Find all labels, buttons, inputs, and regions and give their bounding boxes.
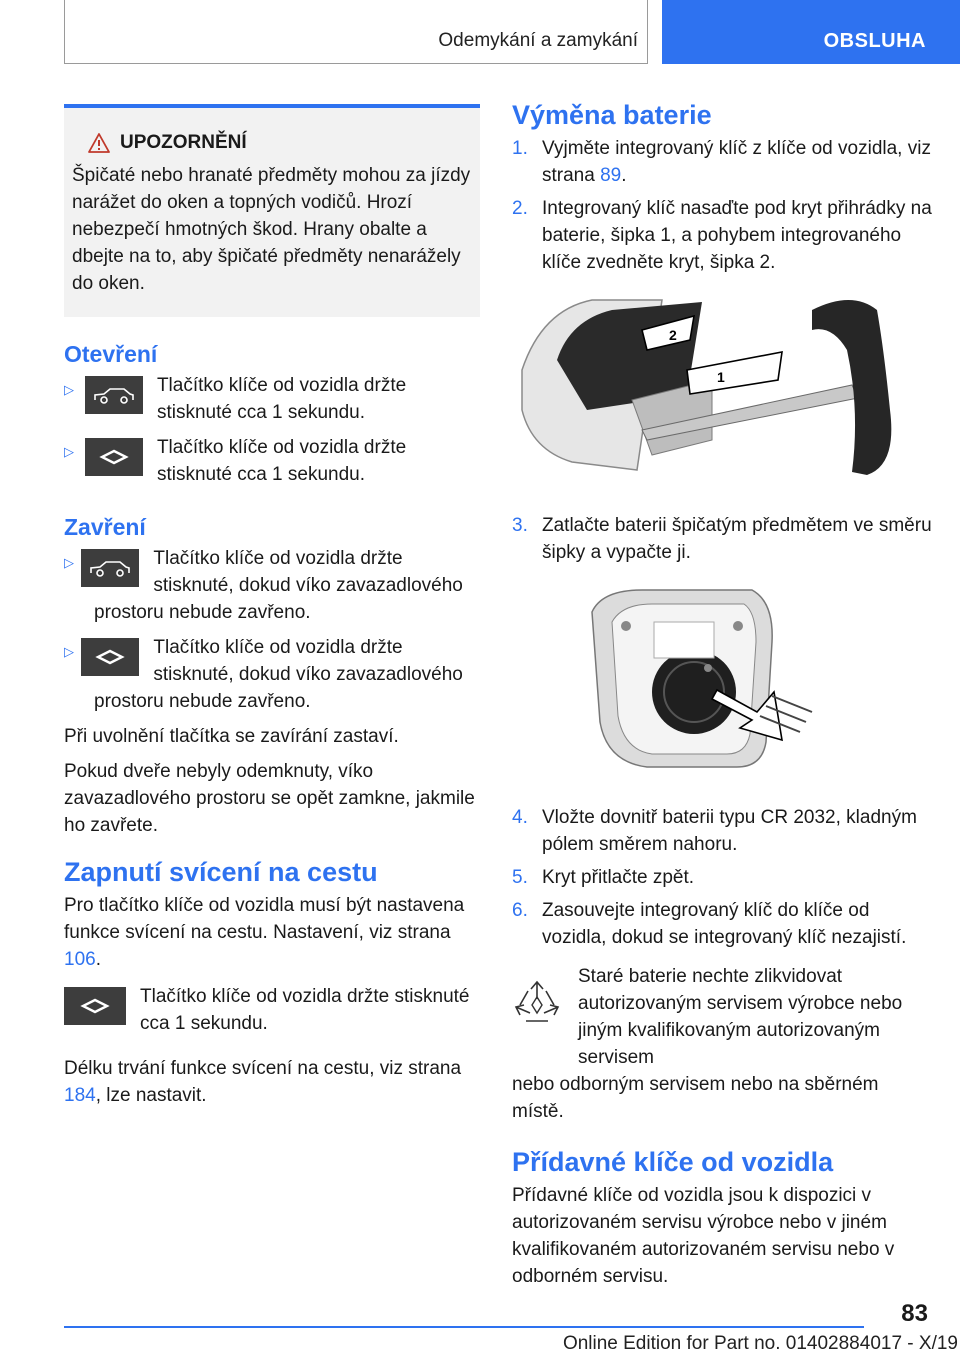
step-6-text: Zasouvejte integrovaný klíč do klíče od vozidla, dokud se integrovaný klíč nezajistí. [542, 900, 907, 948]
step-2-text: Integrovaný klíč nasaďte pod kryt přihrádky na baterie, šipka 1, a pohybem integrovaného klíče zvedněte kryt, šipka 2. [542, 198, 932, 273]
duration-paragraph [64, 1055, 480, 1109]
step-text [542, 135, 932, 189]
step-1-page-link[interactable]: 89 [600, 165, 622, 186]
figure-arrow-2-label: 2 [669, 327, 677, 343]
warning-heading [72, 132, 472, 154]
right-column [512, 100, 932, 1290]
recycle-text-cont: nebo odborným servisem nebo na sběrném místě. [512, 1074, 879, 1122]
step-number: 1. [512, 138, 528, 159]
close-item-2-cont: prostoru nebude zavřeno. [94, 691, 311, 712]
duration-page-link[interactable]: 184 [64, 1085, 96, 1106]
step-number: 5. [512, 867, 528, 888]
diamond-button-icon [85, 438, 143, 476]
battery-step-6 [512, 897, 932, 951]
step-number: 3. [512, 515, 528, 536]
left-column [64, 104, 480, 1109]
duration-text: Délku trvání funkce svícení na cestu, viz strana [64, 1058, 462, 1079]
battery-step-5 [512, 864, 932, 891]
car-trunk-button-icon [81, 549, 139, 587]
light-page-link[interactable]: 106 [64, 949, 96, 970]
footer-edition: Online Edition for Part no. 01402884017 - X/19 [562, 1333, 958, 1354]
step-4-text: Vložte dovnitř baterii typu CR 2032, kladným pólem směrem nahoru. [542, 807, 917, 855]
open-item-1 [64, 376, 480, 426]
close-item-1-cont: prostoru nebude zavřeno. [94, 602, 311, 623]
recycle-note [512, 963, 932, 1071]
light-paragraph [64, 892, 480, 973]
step-1-text-end: . [621, 165, 627, 186]
recycle-text: Staré baterie nechte zlikvidovat autorizovaným servisem výrobce nebo jiným kvalifikovaným autorizovaným servisem [578, 966, 903, 1068]
close-heading: Zavření [64, 514, 146, 540]
open-item-2 [64, 438, 480, 488]
header-tab-label: OBSLUHA [823, 30, 926, 52]
battery-heading: Výměna baterie [512, 100, 712, 130]
close-item-1-text: Tlačítko klíče od vozidla držte stisknuté, dokud víko zavazadlového [153, 548, 463, 596]
light-item [64, 987, 480, 1037]
triangle-bullet-icon: ▷ [64, 382, 74, 397]
figure-arrow-1-label: 1 [717, 369, 725, 385]
extra-keys-text: Přídavné klíče od vozidla jsou k dispozici v autorizovaném servisu výrobce nebo v jiném kvalifikovaném autorizovaném servisu nebo v odborném servisu. [512, 1185, 895, 1287]
diamond-button-icon [81, 638, 139, 676]
close-item-2 [64, 638, 480, 688]
light-heading: Zapnutí svícení na cestu [64, 857, 378, 887]
recycle-icon [512, 979, 562, 1029]
battery-step-1 [512, 135, 932, 189]
duration-text-end: , lze nastavit. [95, 1085, 207, 1106]
triangle-bullet-icon: ▷ [64, 555, 74, 570]
car-trunk-button-icon [85, 376, 143, 414]
close-paragraph-1: Při uvolnění tlačítka se zavírání zastaví. [64, 726, 399, 747]
close-paragraph-2: Pokud dveře nebyly odemknuty, víko zavazadlového prostoru se opět zamkne, jakmile ho zavřete. [64, 761, 475, 836]
light-text: Pro tlačítko klíče od vozidla musí být nastavena funkce svícení na cestu. Nastavení, viz strana [64, 895, 465, 943]
open-heading: Otevření [64, 341, 158, 367]
page-number: 83 [901, 1300, 928, 1327]
header-title: Odemykání a zamykání [438, 30, 638, 51]
open-item-2-text: Tlačítko klíče od vozidla držte stisknuté cca 1 sekundu. [156, 437, 407, 485]
close-item-2-text: Tlačítko klíče od vozidla držte stisknuté, dokud víko zavazadlového [153, 637, 463, 685]
warning-text: Špičaté nebo hranaté předměty mohou za jízdy narážet do oken a topných vodičů. Hrozí nebezpečí hmotných škod. Hrany obalte a dbejte na to, aby špičaté předměty nenarážely do oken. [72, 165, 471, 294]
step-number: 6. [512, 900, 528, 921]
battery-step-4 [512, 804, 932, 858]
triangle-bullet-icon: ▷ [64, 644, 74, 659]
light-button-text: Tlačítko klíče od vozidla držte stisknuté cca 1 sekundu. [140, 986, 470, 1034]
key-battery-cover-figure [512, 290, 932, 500]
footer-rule [64, 1326, 864, 1328]
step-3-text: Zatlačte baterii špičatým předmětem ve směru šipky a vypačte ji. [542, 515, 932, 563]
warning-title: UPOZORNĚNÍ [120, 132, 247, 153]
step-number: 4. [512, 807, 528, 828]
light-text-end: . [95, 949, 101, 970]
open-item-1-text: Tlačítko klíče od vozidla držte stisknuté cca 1 sekundu. [156, 375, 407, 423]
battery-step-3 [512, 512, 932, 566]
step-5-text: Kryt přitlačte zpět. [542, 867, 695, 888]
battery-step-2 [512, 195, 932, 276]
warning-triangle-icon [88, 133, 110, 153]
diamond-button-icon [64, 987, 126, 1025]
step-number: 2. [512, 198, 528, 219]
battery-compartment-figure [512, 582, 932, 782]
triangle-bullet-icon: ▷ [64, 444, 74, 459]
step-1-text: Vyjměte integrovaný klíč z klíče od vozidla, viz strana [542, 138, 931, 186]
warning-box [64, 104, 480, 317]
close-item-1 [64, 549, 480, 599]
extra-keys-heading: Přídavné klíče od vozidla [512, 1147, 834, 1177]
